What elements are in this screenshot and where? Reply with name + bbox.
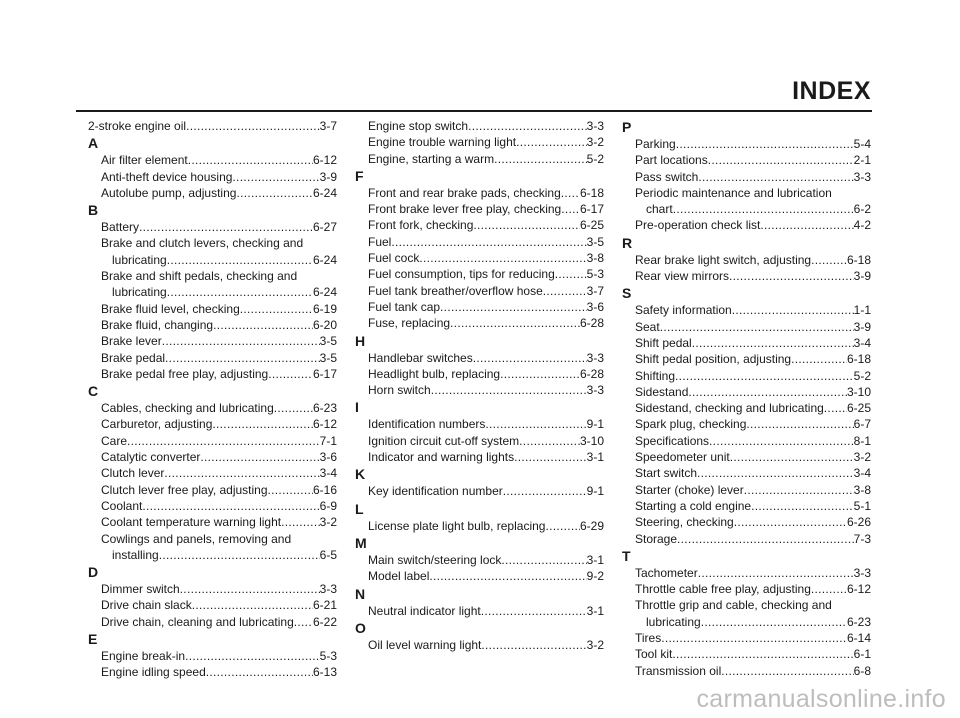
index-page-ref: 6-5 xyxy=(319,547,337,562)
index-page-ref: 3-3 xyxy=(586,383,604,398)
index-entry-text: Shifting ..... xyxy=(635,368,854,384)
index-entry xyxy=(622,384,871,400)
index-entry-text: Engine trouble warning light ..... xyxy=(368,134,587,150)
index-page-ref: 3-10 xyxy=(579,433,604,448)
index-entry xyxy=(355,299,604,315)
index-page-ref: 5-3 xyxy=(586,267,604,282)
index-entry xyxy=(355,217,604,233)
index-entry-text: Starting a cold engine ..... xyxy=(635,498,854,514)
index-entry xyxy=(88,185,337,201)
index-entry-text: Engine break-in ..... xyxy=(101,648,320,664)
index-page-ref: 3-9 xyxy=(319,169,337,184)
index-entry-text: Front brake lever free play, checking ..... xyxy=(368,201,580,217)
index-letter-heading: O xyxy=(355,619,366,636)
index-entry xyxy=(622,252,871,268)
index-entry-text: Headlight bulb, replacing ..... xyxy=(368,366,580,382)
index-page-ref: 3-4 xyxy=(319,466,337,481)
index-page-ref: 3-8 xyxy=(586,251,604,266)
index-entry xyxy=(622,351,871,367)
index-page-ref: 7-3 xyxy=(853,531,871,546)
index-page-ref: 6-29 xyxy=(579,518,604,533)
index-entry-text: Dimmer switch ..... xyxy=(101,581,320,597)
index-page-ref: 3-3 xyxy=(853,169,871,184)
index-entry-text: Air filter element ..... xyxy=(101,152,313,168)
index-page-ref: 6-2 xyxy=(853,202,871,217)
index-page-ref: 6-24 xyxy=(312,285,337,300)
index-column-1 xyxy=(88,118,337,681)
index-entry-text: Tool kit ..... xyxy=(635,646,854,662)
index-entry-text: Starter (choke) lever ..... xyxy=(635,482,854,498)
index-letter-heading: A xyxy=(88,135,99,152)
index-entry xyxy=(88,219,337,235)
index-entry xyxy=(355,185,604,201)
index-page-ref: 3-9 xyxy=(853,319,871,334)
index-page-ref: 6-16 xyxy=(312,482,337,497)
watermark: carmanualsonline.info xyxy=(696,685,946,713)
index-letter-heading: H xyxy=(355,332,366,349)
index-page-ref: 3-4 xyxy=(853,335,871,350)
index-entry-text: Shift pedal position, adjusting ..... xyxy=(635,351,847,367)
index-letter-heading: P xyxy=(622,119,632,135)
index-entry-text: Tires ..... xyxy=(635,630,847,646)
index-entry-text: Pass switch ..... xyxy=(635,169,854,185)
index-entry-text: Oil level warning light ..... xyxy=(368,637,587,653)
index-entry-text: lubricating ..... xyxy=(112,252,313,268)
index-page-ref: 3-9 xyxy=(853,269,871,284)
index-entry xyxy=(88,614,337,630)
index-entry xyxy=(622,663,871,679)
index-page-ref: 6-25 xyxy=(579,218,604,233)
index-page-ref: 3-2 xyxy=(319,515,337,530)
index-page-ref: 7-1 xyxy=(319,433,337,448)
index-entry xyxy=(355,483,604,499)
index-entry-text: Cables, checking and lubricating ..... xyxy=(101,400,313,416)
index-page-ref: 6-28 xyxy=(579,366,604,381)
index-entry-text: Care ..... xyxy=(101,433,320,449)
index-entry xyxy=(622,565,871,581)
index-page-ref: 6-22 xyxy=(312,614,337,629)
index-entry-text: Carburetor, adjusting ..... xyxy=(101,416,313,432)
index-entry xyxy=(355,283,604,299)
index-entry xyxy=(88,333,337,349)
index-entry-text: Main switch/steering lock ..... xyxy=(368,552,587,568)
index-entry xyxy=(355,234,604,250)
index-entry xyxy=(622,416,871,432)
index-entry-text: Fuel tank cap ..... xyxy=(368,299,587,315)
index-page-ref: 3-1 xyxy=(586,603,604,618)
index-entry xyxy=(622,465,871,481)
index-page-ref: 5-3 xyxy=(319,649,337,664)
index-entry xyxy=(88,664,337,680)
index-entry-text: Coolant temperature warning light ..... xyxy=(101,514,320,530)
index-entry-text: Brake fluid level, checking ..... xyxy=(101,301,313,317)
index-entry xyxy=(355,518,604,534)
index-letter-heading: R xyxy=(622,234,633,251)
index-letter-heading: K xyxy=(355,466,366,483)
index-entry-text: Cowlings and panels, removing and xyxy=(101,531,292,546)
index-entry-text: Engine stop switch ..... xyxy=(368,118,587,134)
index-entry-text: Brake pedal free play, adjusting ..... xyxy=(101,366,313,382)
index-page-ref: 6-18 xyxy=(846,352,871,367)
index-entry-text: Battery ..... xyxy=(101,219,313,235)
index-letter-heading: I xyxy=(355,399,359,416)
index-entry-text: Ignition circuit cut-off system ..... xyxy=(368,433,580,449)
index-letter-heading: L xyxy=(355,500,364,517)
index-entry xyxy=(355,201,604,217)
index-entry-text: Seat ..... xyxy=(635,319,854,335)
index-entry-text: Tachometer ..... xyxy=(635,565,854,581)
index-page-ref: 3-2 xyxy=(586,135,604,150)
index-page-ref: 6-9 xyxy=(319,498,337,513)
index-entry xyxy=(355,350,604,366)
index-entry xyxy=(355,552,604,568)
index-entry-text: Periodic maintenance and lubrication xyxy=(635,185,832,200)
index-entry-text: Safety information ..... xyxy=(635,302,854,318)
index-entry-text: Model label ..... xyxy=(368,568,587,584)
index-entry-text: Clutch lever ..... xyxy=(101,465,320,481)
index-entry xyxy=(622,400,871,416)
index-page-ref: 6-12 xyxy=(312,153,337,168)
index-entry-text: Brake pedal ..... xyxy=(101,350,320,366)
index-entry xyxy=(355,382,604,398)
index-page-ref: 6-26 xyxy=(846,515,871,530)
index-entry-text: Steering, checking ..... xyxy=(635,514,847,530)
index-entry-text: installing ..... xyxy=(112,547,320,563)
index-entry-text: Autolube pump, adjusting ..... xyxy=(101,185,313,201)
index-entry xyxy=(622,482,871,498)
index-page-ref: 6-23 xyxy=(312,401,337,416)
index-page-ref: 6-12 xyxy=(312,417,337,432)
index-entry-text: Fuse, replacing ..... xyxy=(368,315,580,331)
index-entry xyxy=(88,482,337,498)
index-entry-text: Pre-operation check list ..... xyxy=(635,217,854,233)
index-entry xyxy=(88,648,337,664)
index-entry xyxy=(355,568,604,584)
index-page-ref: 6-18 xyxy=(846,252,871,267)
index-entry-text: Catalytic converter ..... xyxy=(101,449,320,465)
index-entry-text: Drive chain, cleaning and lubricating ..... xyxy=(101,614,313,630)
index-entry xyxy=(622,201,871,217)
index-column-3 xyxy=(622,118,871,679)
index-entry xyxy=(88,118,337,134)
index-entry xyxy=(88,514,337,530)
index-entry-text: lubricating ..... xyxy=(646,614,847,630)
index-entry-text: Key identification number ..... xyxy=(368,483,587,499)
index-letter-heading: C xyxy=(88,383,99,400)
index-page-ref: 2-1 xyxy=(853,153,871,168)
index-entry-text: Brake and shift pedals, checking and xyxy=(101,269,298,284)
index-entry-text: Neutral indicator light ..... xyxy=(368,603,587,619)
index-page-ref: 6-1 xyxy=(853,647,871,662)
index-page-ref: 6-28 xyxy=(579,316,604,331)
index-page-ref: 6-20 xyxy=(312,317,337,332)
index-page-ref: 5-2 xyxy=(586,151,604,166)
index-page-ref: 8-1 xyxy=(853,433,871,448)
index-letter-heading: T xyxy=(622,547,631,564)
index-entry-text: Identification numbers ..... xyxy=(368,416,587,432)
index-entry xyxy=(622,152,871,168)
index-entry xyxy=(622,319,871,335)
index-letter-heading: E xyxy=(88,631,98,648)
index-entry-text: Throttle cable free play, adjusting ..... xyxy=(635,581,847,597)
index-entry xyxy=(622,268,871,284)
index-page-ref: 6-25 xyxy=(846,401,871,416)
index-entry-text: Storage ..... xyxy=(635,531,854,547)
index-entry xyxy=(622,614,871,630)
index-page-ref: 6-19 xyxy=(312,301,337,316)
index-page-ref: 3-2 xyxy=(853,450,871,465)
index-entry xyxy=(622,368,871,384)
index-entry-text: Start switch ..... xyxy=(635,465,854,481)
index-page-ref: 6-8 xyxy=(853,663,871,678)
index-page-ref: 6-27 xyxy=(312,220,337,235)
index-entry xyxy=(88,597,337,613)
index-entry-text: Front and rear brake pads, checking ..... xyxy=(368,185,580,201)
index-entry-text: Fuel cock ..... xyxy=(368,250,587,266)
index-page-ref: 3-3 xyxy=(586,119,604,133)
index-entry xyxy=(88,169,337,185)
index-entry xyxy=(88,284,337,300)
index-entry-text: Horn switch ..... xyxy=(368,382,587,398)
index-entry-text: chart ..... xyxy=(646,201,854,217)
index-entry-text: Front fork, checking ..... xyxy=(368,217,580,233)
index-page-ref: 3-3 xyxy=(586,350,604,365)
index-letter-heading: S xyxy=(622,285,632,302)
index-entry xyxy=(622,581,871,597)
index-page-ref: 3-10 xyxy=(846,384,871,399)
index-entry-text: Transmission oil ..... xyxy=(635,663,854,679)
index-page-ref: 3-1 xyxy=(586,450,604,465)
index-entry-text: Speedometer unit ..... xyxy=(635,449,854,465)
index-page-ref: 6-13 xyxy=(312,665,337,680)
index-column-2 xyxy=(355,118,604,653)
index-page-ref: 3-5 xyxy=(319,350,337,365)
index-entry xyxy=(622,433,871,449)
index-entry xyxy=(88,366,337,382)
index-entry xyxy=(355,266,604,282)
title-rule xyxy=(76,110,872,112)
index-page-ref: 6-18 xyxy=(579,185,604,200)
index-entry xyxy=(622,449,871,465)
index-entry xyxy=(88,465,337,481)
index-entry-text: Indicator and warning lights ..... xyxy=(368,449,587,465)
index-page-ref: 3-1 xyxy=(586,552,604,567)
index-entry-text: Spark plug, checking ..... xyxy=(635,416,854,432)
index-entry-text: Fuel ..... xyxy=(368,234,587,250)
index-entry-text: Parking ..... xyxy=(635,136,854,152)
index-entry-text: Fuel tank breather/overflow hose ..... xyxy=(368,283,587,299)
index-entry-text: License plate light bulb, replacing ..... xyxy=(368,518,580,534)
page-title: INDEX xyxy=(792,77,871,105)
index-entry-text: Clutch lever free play, adjusting ..... xyxy=(101,482,313,498)
index-page-ref: 1-1 xyxy=(853,303,871,318)
index-entry-text: Throttle grip and cable, checking and xyxy=(635,598,832,613)
index-entry-text: Shift pedal ..... xyxy=(635,335,854,351)
index-page-ref: 5-2 xyxy=(853,368,871,383)
index-entry-text: Engine, starting a warm ..... xyxy=(368,151,587,167)
index-letter-heading: M xyxy=(355,534,367,551)
index-letter-heading: D xyxy=(88,564,99,581)
index-entry xyxy=(355,134,604,150)
index-entry xyxy=(88,252,337,268)
index-page-ref: 3-6 xyxy=(319,450,337,465)
index-entry xyxy=(622,531,871,547)
index-page-ref: 5-4 xyxy=(853,137,871,151)
index-entry-text: Brake and clutch levers, checking and xyxy=(101,236,304,251)
index-page-ref: 6-23 xyxy=(846,614,871,629)
index-page-ref: 6-24 xyxy=(312,185,337,200)
index-page-ref: 3-2 xyxy=(586,637,604,652)
index-entry xyxy=(622,630,871,646)
index-entry-text: Sidestand ..... xyxy=(635,384,847,400)
index-page-ref: 3-6 xyxy=(586,299,604,314)
index-entry xyxy=(355,118,604,134)
index-entry xyxy=(355,603,604,619)
index-entry xyxy=(355,250,604,266)
index-entry xyxy=(622,217,871,233)
index-entry xyxy=(355,151,604,167)
index-page-ref: 9-2 xyxy=(586,569,604,584)
index-entry-text: Handlebar switches ..... xyxy=(368,350,587,366)
index-entry xyxy=(88,433,337,449)
index-entry-text: Specifications ..... xyxy=(635,433,854,449)
index-entry-text: Rear brake light switch, adjusting ..... xyxy=(635,252,847,268)
index-entry-text: 2-stroke engine oil ..... xyxy=(88,118,320,134)
index-page-ref: 3-3 xyxy=(853,565,871,580)
index-entry xyxy=(355,433,604,449)
index-entry xyxy=(622,514,871,530)
index-page-ref: 9-1 xyxy=(586,417,604,432)
index-entry-text: Rear view mirrors ..... xyxy=(635,268,854,284)
index-page-ref: 4-2 xyxy=(853,218,871,233)
index-entry xyxy=(88,350,337,366)
index-entry xyxy=(622,335,871,351)
index-entry-text: Sidestand, checking and lubricating ..... xyxy=(635,400,847,416)
index-page-ref: 3-8 xyxy=(853,482,871,497)
index-page-ref: 3-4 xyxy=(853,466,871,481)
index-entry xyxy=(622,169,871,185)
index-entry xyxy=(88,498,337,514)
index-entry xyxy=(88,449,337,465)
index-entry xyxy=(88,581,337,597)
index-page-ref: 6-12 xyxy=(846,582,871,597)
index-entry-text: Engine idling speed ..... xyxy=(101,664,313,680)
index-entry xyxy=(355,366,604,382)
index-entry-text: Drive chain slack ..... xyxy=(101,597,313,613)
index-page-ref: 9-1 xyxy=(586,484,604,499)
index-entry-text: Anti-theft device housing ..... xyxy=(101,169,320,185)
index-entry-text: Coolant ..... xyxy=(101,498,320,514)
index-entry xyxy=(88,152,337,168)
index-page-ref: 6-17 xyxy=(312,366,337,381)
index-page-ref: 6-24 xyxy=(312,252,337,267)
index-page-ref: 6-17 xyxy=(579,202,604,217)
index-entry xyxy=(622,136,871,152)
index-entry xyxy=(622,302,871,318)
index-page-ref: 3-7 xyxy=(319,119,337,133)
index-entry xyxy=(355,416,604,432)
index-page-ref: 5-1 xyxy=(853,498,871,513)
index-letter-heading: B xyxy=(88,202,99,219)
index-entry xyxy=(355,637,604,653)
index-entry xyxy=(88,416,337,432)
index-page-ref: 3-5 xyxy=(586,234,604,249)
index-entry-text: lubricating ..... xyxy=(112,284,313,300)
index-letter-heading: F xyxy=(355,167,364,184)
index-page-ref: 6-21 xyxy=(312,598,337,613)
index-entry xyxy=(88,547,337,563)
index-entry xyxy=(355,449,604,465)
index-entry xyxy=(622,498,871,514)
index-entry-text: Fuel consumption, tips for reducing ..... xyxy=(368,266,587,282)
index-page-ref: 6-7 xyxy=(853,417,871,432)
index-entry-text: Part locations ..... xyxy=(635,152,854,168)
index-page-ref: 3-3 xyxy=(319,582,337,597)
index-entry-text: Brake lever ..... xyxy=(101,333,320,349)
index-entry xyxy=(622,646,871,662)
index-letter-heading: N xyxy=(355,585,366,602)
index-page-ref: 6-14 xyxy=(846,631,871,646)
index-page-ref: 3-7 xyxy=(586,283,604,298)
index-entry xyxy=(355,315,604,331)
index-entry-text: Brake fluid, changing ..... xyxy=(101,317,313,333)
index-entry xyxy=(88,400,337,416)
index-page-ref: 3-5 xyxy=(319,334,337,349)
index-entry xyxy=(88,301,337,317)
index-entry xyxy=(88,317,337,333)
